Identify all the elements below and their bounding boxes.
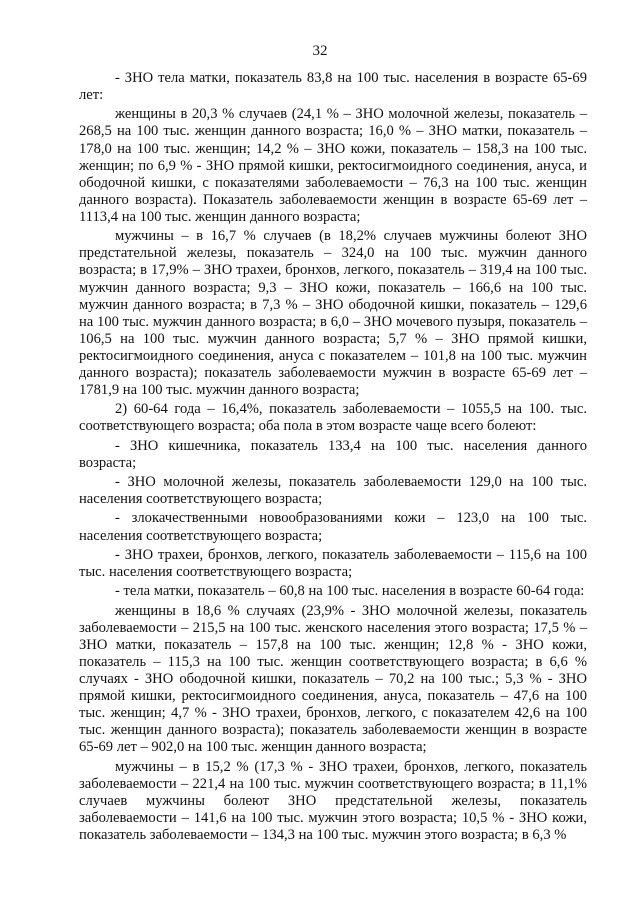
paragraph: мужчины – в 16,7 % случаев (в 18,2% случаев мужчины болеют ЗНО предстательной железы, показатель – 324,0 на 100 тыс. мужчин данного возраста; в 17,9% – ЗНО трахеи, бронхов, легкого, показатель – 319,4 на 100 тыс. мужчин данного возраста; 9,3 – ЗНО кожи, показатель – 166,6 на 100 тыс. мужчин данного возраста; в 7,3 % – ЗНО ободочной кишки, показатель – 129,6 на 100 тыс. мужчин данного возраста; в 6,0 – ЗНО мочевого пузыря, показатель – 106,5 на 100 тыс. мужчин данного возраста; 5,7 % – ЗНО прямой кишки, ректосигмоидного соединения, ануса с показателем – 101,8 на 100 тыс. мужчин данного возраста); показатель заболеваемости мужчин в возрасте 65-69 лет – 1781,9 на 100 тыс. мужчин данного возраста; [79,228,587,399]
page-number: 32 [312,43,328,59]
paragraph: - ЗНО кишечника, показатель 133,4 на 100 тыс. населения данного возраста; [79,437,587,471]
body-text [79,70,587,846]
paragraph: мужчины – в 15,2 % (17,3 % - ЗНО трахеи, бронхов, легкого, показатель заболеваемости – 221,4 на 100 тыс. мужчин соответствующего возраста; в 11,1% случаев мужчины болеют ЗНО предстательной железы, показатель заболеваемости – 141,6 на 100 тыс. мужчин этого возраста; 10,5 % - ЗНО кожи, показатель заболеваемости – 134,3 на 100 тыс. мужчин этого возраста; в 6,3 % [79,758,587,843]
paragraph: женщины в 20,3 % случаев (24,1 % – ЗНО молочной железы, показатель – 268,5 на 100 тыс. женщин данного возраста; 16,0 % – ЗНО матки, показатель – 178,0 на 100 тыс. женщин; 14,2 % – ЗНО кожи, показатель – 158,3 на 100 тыс. женщин; по 6,9 % - ЗНО прямой кишки, ректосигмоидного соединения, ануса, и ободочной кишки, с показателями заболеваемости – 76,3 на 100 тыс. женщин данного возраста). Показатель заболеваемости женщин в возрасте 65-69 лет – 1113,4 на 100 тыс. женщин данного возраста; [79,106,587,225]
paragraph: 2) 60-64 года – 16,4%, показатель заболеваемости – 1055,5 на 100. тыс. соответствующего возраста; оба пола в этом возрасте чаще всего болеют: [79,401,587,435]
paragraph: - ЗНО трахеи, бронхов, легкого, показатель заболеваемости – 115,6 на 100 тыс. населения соответствующего возраста; [79,546,587,580]
paragraph: - ЗНО тела матки, показатель 83,8 на 100 тыс. населения в возрасте 65-69 лет: [79,70,587,104]
paragraph: - тела матки, показатель – 60,8 на 100 тыс. населения в возрасте 60-64 года: [115,583,585,600]
paragraph: женщины в 18,6 % случаях (23,9% - ЗНО молочной железы, показатель заболеваемости – 215,5 на 100 тыс. женского населения этого возраста; 17,5 % – ЗНО матки, показатель – 157,8 на 100 тыс. женщин; 12,8 % - ЗНО кожи, показатель – 115,3 на 100 тыс. женщин соответствующего возраста; в 6,6 % случаях - ЗНО ободочной кишки, показатель – 70,2 на 100 тыс.; 5,3 % - ЗНО прямой кишки, ректосигмоидного соединения, ануса, показатель – 47,6 на 100 тыс. женщин; 4,7 % - ЗНО трахеи, бронхов, легкого, с показателем 42,6 на 100 тыс. женщин данного возраста); показатель заболеваемости женщин в возрасте 65-69 лет – 902,0 на 100 тыс. женщин данного возраста; [79,602,587,756]
paragraph: - ЗНО молочной железы, показатель заболеваемости 129,0 на 100 тыс. населения соответствующего возраста; [79,474,587,508]
paragraph: - злокачественными новообразованиями кожи – 123,0 на 100 тыс. населения соответствующего возраста; [79,510,587,544]
